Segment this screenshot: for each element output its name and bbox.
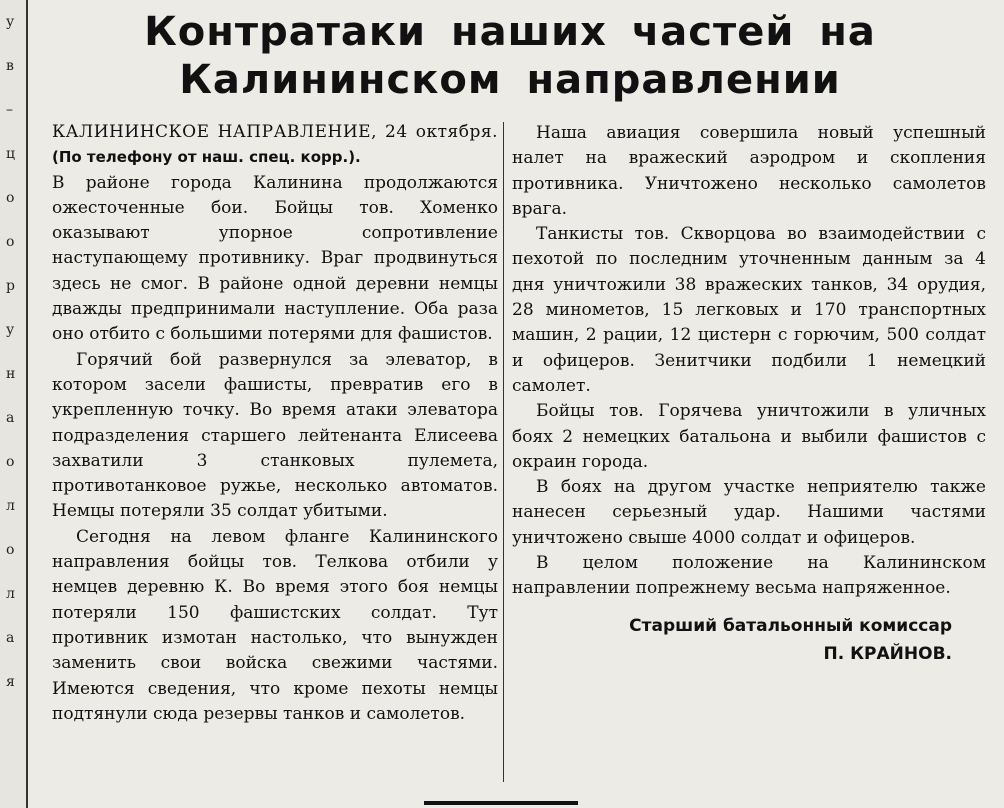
edge-glyph: а xyxy=(6,630,15,646)
column-divider xyxy=(503,122,504,782)
dateline xyxy=(52,120,498,171)
article-paragraph: В целом положение на Калининском направлении попрежнему весьма напряженное. xyxy=(512,553,986,599)
edge-glyph: о xyxy=(6,234,15,250)
edge-glyph: в xyxy=(6,58,14,74)
article-paragraph: Горячий бой развернулся за элеватор, в котором засели фашисты, превратив его в укрепленную точку. Во время атаки элеватора подразделения старшего лейтенанта Елисеева захватили 3 станковых пулемета, противотанковое ружье, несколько автоматов. Немцы потеряли 35 солдат убитыми. xyxy=(52,349,498,522)
edge-glyph: у xyxy=(6,322,15,338)
edge-glyph: л xyxy=(6,498,15,514)
article-paragraph: Сегодня на левом фланге Калининского направления бойцы тов. Телкова отбили у немцев деревню К. Во время этого боя немцы потеряли 150 фашистских солдат. Тут противник измотан настолько, что вынужден заменить свои войска свежими частями. Имеются сведения, что кроме пехоты немцы подтянули сюда резервы танков и самолетов. xyxy=(52,526,498,724)
edge-glyph: н xyxy=(6,366,16,382)
article-column-left xyxy=(52,120,498,727)
headline-line-1: Контратаки наших частей на xyxy=(144,9,876,55)
article-paragraph: В боях на другом участке неприятелю также нанесен серьезный удар. Нашими частями уничтожено свыше 4000 солдат и офицеров. xyxy=(512,477,986,548)
headline xyxy=(40,8,980,104)
edge-glyph: о xyxy=(6,542,15,558)
edge-glyph: а xyxy=(6,410,15,426)
edge-glyph: о xyxy=(6,454,15,470)
adjacent-column-fragment xyxy=(0,0,28,808)
dateline-place: КАЛИНИНСКОЕ НАПРАВЛЕНИЕ, 24 октября. xyxy=(52,122,498,142)
edge-glyph: я xyxy=(6,674,15,690)
headline-line-2: Калининском направлении xyxy=(179,57,841,103)
article-paragraph: В районе города Калинина продолжаются ожесточенные бои. Бойцы тов. Хоменко оказывают упорное сопротивление наступающему противнику. Враг продвинуться здесь не смог. В районе одной деревни немцы дважды предпринимали наступление. Оба раза оно отбито с большими потерями для фашистов. xyxy=(52,172,498,345)
article-paragraph: Танкисты тов. Скворцова во взаимодействии с пехотой по последним уточненным данным за 4 дня уничтожили 38 вражеских танков, 34 орудия, 28 минометов, 15 легковых и 170 транспортных машин, 2 рации, 12 цистерн с горючим, 500 солдат и офицеров. Зенитчики подбили 1 немецкий самолет. xyxy=(512,224,986,396)
bottom-rule xyxy=(424,801,578,805)
article-paragraph: Наша авиация совершила новый успешный налет на вражеский аэродром и скопления противника. Уничтожено несколько самолетов врага. xyxy=(512,123,986,219)
signature xyxy=(512,612,986,668)
edge-glyph: о xyxy=(6,190,15,206)
edge-glyph: – xyxy=(6,102,13,118)
signature-title: Старший батальонный комиссар xyxy=(629,615,952,636)
edge-glyph: ц xyxy=(6,146,16,162)
article-paragraph: Бойцы тов. Горячева уничтожили в уличных боях 2 немецких батальона и выбили фашистов с окраин города. xyxy=(512,401,986,472)
article-column-right xyxy=(512,121,986,668)
edge-glyph: л xyxy=(6,586,15,602)
dateline-source: (По телефону от наш. спец. корр.). xyxy=(52,148,361,167)
signature-name: П. КРАЙНОВ. xyxy=(823,643,952,664)
edge-glyph: у xyxy=(6,14,15,30)
edge-glyph: р xyxy=(6,278,15,294)
